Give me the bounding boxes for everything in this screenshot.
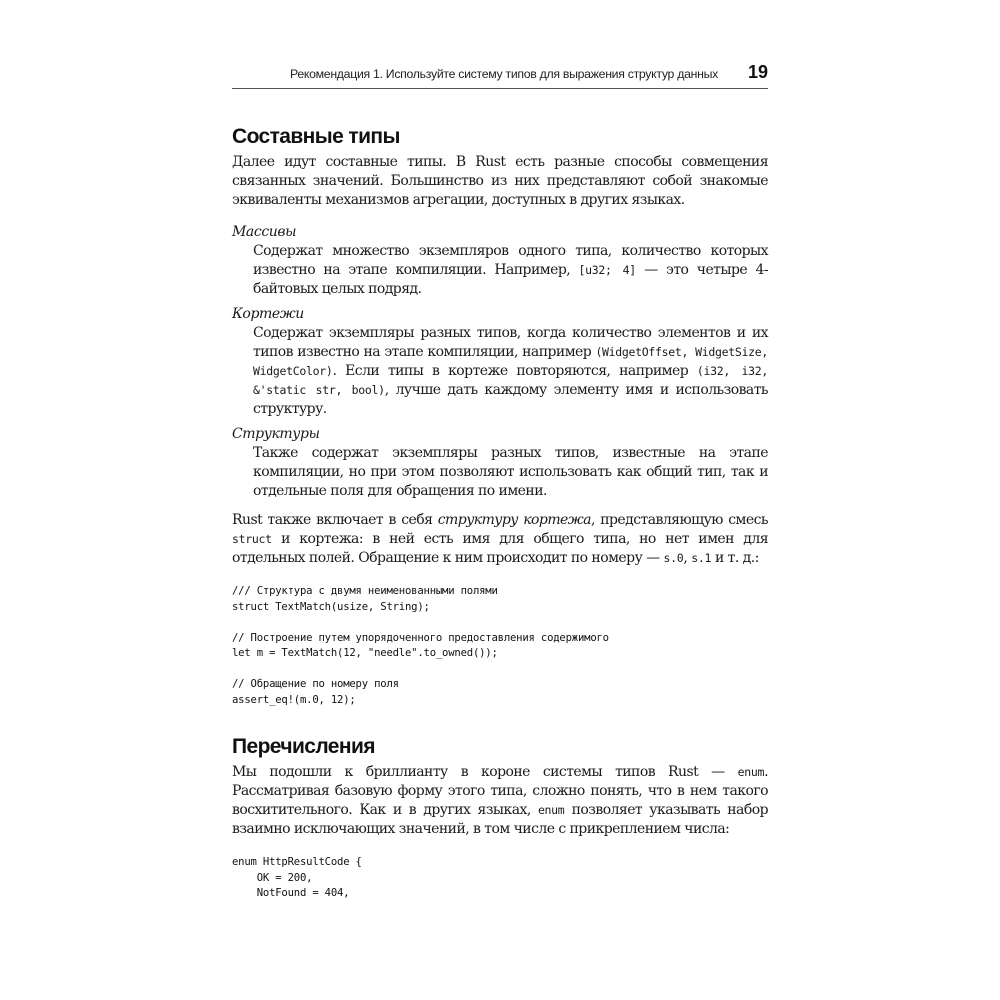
section-heading-enums: Перечисления bbox=[232, 735, 375, 758]
definition-arrays bbox=[253, 242, 768, 299]
enums-text-2: . Рассматривая базовую форму этого типа, сложно понять, что в нем такого восхитительного. Как и в других языках, bbox=[232, 764, 768, 818]
running-header bbox=[232, 62, 768, 89]
definition-structs: Также содержат экземпляры разных типов, известные на этапе компиляции, но при этом позволяют использовать как общий тип, так и отдельные поля для обращения по имени. bbox=[253, 445, 768, 499]
code-block-enum: enum HttpResultCode { OK = 200, NotFound = 404, bbox=[232, 856, 362, 899]
term-arrays: Массивы bbox=[232, 224, 297, 240]
tuple-struct-text-5: и т. д.: bbox=[711, 550, 759, 566]
tuple-struct-text-1: Rust также включает в себя bbox=[232, 512, 438, 528]
arrays-code: [u32; 4] bbox=[578, 263, 636, 277]
tuple-struct-emphasis: структуру кортежа bbox=[437, 512, 591, 528]
enums-text-3: позволяет указывать набор взаимно исключающих значений, в том числе с прикреплением числа: bbox=[232, 802, 768, 837]
arrays-text-1: Содержат множество экземпляров одного типа, количество которых известно на этапе компиляции. Например, bbox=[253, 243, 768, 278]
arrays-text-2: — это четыре 4-байтовых целых подряд. bbox=[253, 262, 768, 297]
enums-paragraph bbox=[232, 763, 768, 839]
tuples-text-1: Содержат экземпляры разных типов, когда количество элементов и их типов известно на этапе компиляции, например bbox=[253, 325, 768, 360]
composite-types-intro: Далее идут составные типы. В Rust есть разные способы совмещения связанных значений. Большинство из них представляют собой знакомые эквиваленты механизмов агрегации, доступных в других языках. bbox=[232, 154, 768, 208]
tuple-struct-paragraph bbox=[232, 511, 768, 568]
tuples-text-3: , лучше дать каждому элементу имя и использовать структуру. bbox=[253, 382, 768, 417]
tuples-code-1: (WidgetOffset, WidgetSize, WidgetColor) bbox=[253, 345, 768, 378]
enums-text-1: Мы подошли к бриллианту в короне системы типов Rust — bbox=[232, 764, 738, 780]
tuples-text-2: . Если типы в кортеже повторяются, например bbox=[332, 363, 697, 379]
code-block-struct-decl: /// Структура с двумя неименованными полями struct TextMatch(usize, String); bbox=[232, 585, 498, 613]
page-content bbox=[232, 124, 768, 902]
term-structs: Структуры bbox=[232, 426, 320, 442]
tuple-struct-text-3: и кортежа: в ней есть имя для общего типа, но нет имен для отдельных полей. Обращение к ним происходит по номеру — bbox=[232, 531, 768, 566]
running-title: Рекомендация 1. Используйте систему типов для выражения структур данных bbox=[289, 67, 718, 81]
page-number: 19 bbox=[747, 62, 768, 82]
enum-keyword-1: enum bbox=[737, 765, 765, 779]
term-tuples: Кортежи bbox=[232, 306, 304, 322]
code-block-access: // Обращение по номеру поля assert_eq!(m.0, 12); bbox=[232, 678, 399, 706]
definition-tuples bbox=[253, 324, 768, 419]
field-access-1: s.1 bbox=[691, 551, 712, 565]
tuple-struct-text-4: , bbox=[683, 550, 692, 566]
enum-keyword-2: enum bbox=[537, 803, 565, 817]
field-access-0: s.0 bbox=[663, 551, 684, 565]
tuple-struct-text-2: , представляющую смесь bbox=[590, 512, 768, 528]
code-block-construct: // Построение путем упорядоченного предоставления содержимого let m = TextMatch(12, "needle".to_owned()); bbox=[232, 631, 609, 659]
struct-keyword: struct bbox=[232, 532, 272, 546]
section-heading-composite-types: Составные типы bbox=[232, 125, 400, 148]
tuples-code-2: (i32, i32, &'static str, bool) bbox=[253, 364, 768, 397]
